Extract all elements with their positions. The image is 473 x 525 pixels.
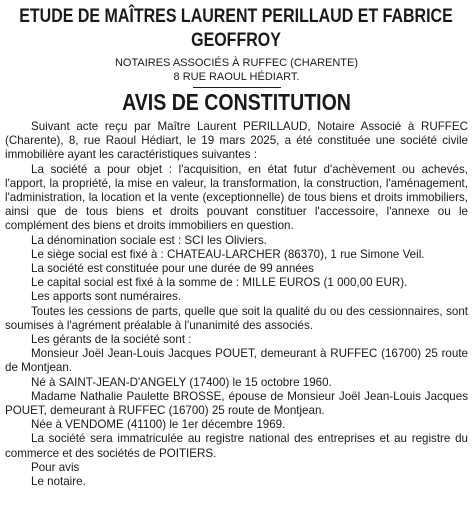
paragraph-seat: Le siège social est fixé à : CHATEAU-LARCHER (86370), 1 rue Simone Veil. bbox=[31, 247, 425, 261]
paragraph-deed: Suivant acte reçu par Maître Laurent PERILLAUD, Notaire Associé à RUFFEC (Charente), 8, rue Raoul Hédiart, le 19 mars 2025, a été constituée une société civile immobilière ayant les caractéristiques suivantes : bbox=[5, 120, 468, 162]
firm-line-2: 8 RUE RAOUL HÉDIART. bbox=[173, 70, 300, 83]
paragraph-object: La société a pour objet : l'acquisition, en état futur d'achèvement ou achevés, l'apport, la propriété, la mise en valeur, la transformation, la construction, l'aménagement, l'administration, la location et la vente (exceptionnelle) de tous biens et droits immobiliers, ainsi que de tous biens et droits pouvant constituer l'accessoire, l'annexe ou le complément des biens et droits immobiliers en question. bbox=[5, 162, 468, 233]
notice-heading: AVIS DE CONSTITUTION bbox=[122, 89, 351, 115]
paragraph-manager-2: Madame Nathalie Paulette BROSSE, épouse de Monsieur Joël Jean-Louis Jacques POUET, demeurant à RUFFEC (16700) 25 route de Montjean. bbox=[5, 389, 468, 418]
paragraph-manager-1: Monsieur Joël Jean-Louis Jacques POUET, demeurant à RUFFEC (16700) 25 route de Montjean. bbox=[5, 347, 468, 375]
firm-address bbox=[5, 57, 468, 84]
paragraph-signature: Le notaire. bbox=[31, 475, 86, 489]
paragraph-manager-1-birth: Né à SAINT-JEAN-D'ANGELY (17400) le 15 octobre 1960. bbox=[31, 375, 332, 389]
paragraph-capital: Le capital social est fixé à la somme de : MILLE EUROS (1 000,00 EUR). bbox=[31, 276, 408, 290]
paragraph-contributions: Les apports sont numéraires. bbox=[31, 290, 182, 304]
paragraph-manager-2-birth: Née à VENDOME (41100) le 1er décembre 1969. bbox=[31, 418, 286, 432]
firm-line-1: NOTAIRES ASSOCIÉS À RUFFEC (CHARENTE) bbox=[114, 57, 359, 69]
paragraph-name: La dénomination sociale est : SCI les Oliviers. bbox=[31, 233, 267, 247]
divider bbox=[193, 87, 281, 88]
paragraph-closing: Pour avis bbox=[31, 460, 80, 474]
notary-firm-title: ETUDE DE MAÎTRES LAURENT PERILLAUD ET FABRICE GEOFFROY bbox=[19, 5, 453, 51]
notice-body bbox=[5, 120, 468, 489]
paragraph-managers: Les gérants de la société sont : bbox=[31, 333, 192, 347]
paragraph-transfers: Toutes les cessions de parts, quelle que soit la qualité du ou des cessionnaires, sont soumises à l'agrément préalable à l'unanimité des associés. bbox=[5, 304, 468, 332]
paragraph-registration: La société sera immatriculée au registre national des entreprises et au registre du commerce et des sociétés de POITIERS. bbox=[5, 432, 468, 460]
paragraph-duration: La société est constituée pour une durée de 99 années bbox=[31, 262, 314, 276]
